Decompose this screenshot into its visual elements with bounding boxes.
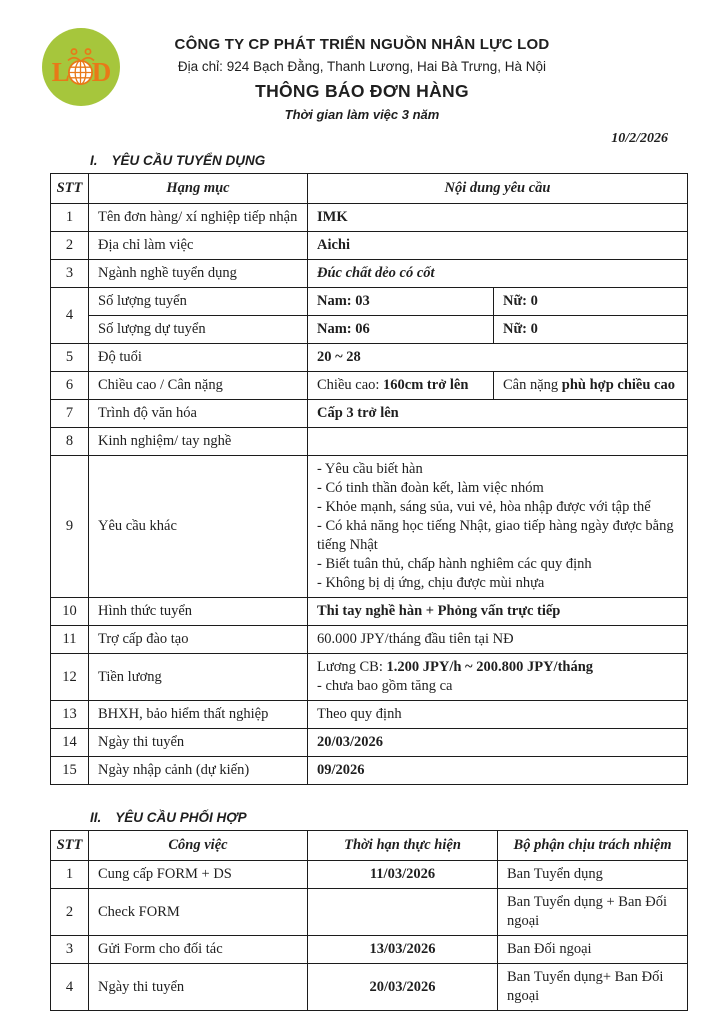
column-header: STT — [51, 831, 89, 861]
logo-letter-d: D — [91, 57, 111, 87]
table-cell: Đúc chất dẻo có cốt — [308, 260, 688, 288]
table-row — [51, 757, 688, 785]
table-row — [51, 598, 688, 626]
table-cell: Địa chỉ làm việc — [89, 232, 308, 260]
table-cell: Yêu cầu khác — [89, 456, 308, 598]
table-row — [51, 316, 688, 344]
table-cell: 4 — [51, 964, 89, 1011]
table-header-row — [51, 174, 688, 204]
table-cell: 10 — [51, 598, 89, 626]
column-header: Bộ phận chịu trách nhiệm — [498, 831, 688, 861]
table-cell: 6 — [51, 372, 89, 400]
column-header: Công việc — [89, 831, 308, 861]
table-cell: Tên đơn hàng/ xí nghiệp tiếp nhận — [89, 204, 308, 232]
table-cell: - Yêu cầu biết hàn - Có tinh thần đoàn kết, làm việc nhóm - Khỏe mạnh, sáng sủa, vui vẻ, hòa nhập được với tập thể - Có khả năng học tiếng Nhật, giao tiếp hàng ngày được bằng tiếng Nhật - Biết tuân thủ, chấp hành nghiêm các quy định - Không bị dị ứng, chịu được mùi nhựa — [308, 456, 688, 598]
table-cell: Chiều cao / Cân nặng — [89, 372, 308, 400]
table-cell — [308, 428, 688, 456]
table-cell: 09/2026 — [308, 757, 688, 785]
table-row — [51, 889, 688, 936]
table-cell: Kinh nghiệm/ tay nghề — [89, 428, 308, 456]
table-cell: Cân nặng phù hợp chiều cao — [494, 372, 688, 400]
table-cell: 14 — [51, 729, 89, 757]
table-row — [51, 372, 688, 400]
table-cell: Check FORM — [89, 889, 308, 936]
table-row — [51, 288, 688, 316]
table-cell: Nam: 06 — [308, 316, 494, 344]
table-cell: 1 — [51, 861, 89, 889]
table-cell: 5 — [51, 344, 89, 372]
table-cell: 2 — [51, 232, 89, 260]
table-cell: Gửi Form cho đối tác — [89, 936, 308, 964]
section2-title: YÊU CẦU PHỐI HỢP — [115, 810, 247, 825]
company-logo — [42, 28, 120, 106]
table-cell: 7 — [51, 400, 89, 428]
section1-heading — [90, 153, 724, 168]
logo-text — [52, 59, 111, 86]
table-cell: 11 — [51, 626, 89, 654]
table-row — [51, 936, 688, 964]
table-cell: Trình độ văn hóa — [89, 400, 308, 428]
table-cell: 12 — [51, 654, 89, 701]
table-cell: 1 — [51, 204, 89, 232]
table-cell: Ban Tuyển dụng + Ban Đối ngoại — [498, 889, 688, 936]
table-row — [51, 626, 688, 654]
section1-number: I. — [90, 153, 98, 168]
table-row — [51, 344, 688, 372]
table-cell: 3 — [51, 260, 89, 288]
table-cell: IMK — [308, 204, 688, 232]
column-header: Nội dung yêu cầu — [308, 174, 688, 204]
table-cell: Độ tuổi — [89, 344, 308, 372]
column-header: Thời hạn thực hiện — [308, 831, 498, 861]
globe-icon — [67, 59, 94, 86]
table-row — [51, 428, 688, 456]
table-cell: Tiền lương — [89, 654, 308, 701]
document-subtitle: Thời gian làm việc 3 năm — [284, 107, 440, 122]
table-cell: 20/03/2026 — [308, 729, 688, 757]
table-cell: 2 — [51, 889, 89, 936]
column-header: Hạng mục — [89, 174, 308, 204]
table-cell: Số lượng tuyển — [89, 288, 308, 316]
table-cell: Thi tay nghề hàn + Phỏng vấn trực tiếp — [308, 598, 688, 626]
table-cell: Cung cấp FORM + DS — [89, 861, 308, 889]
table-cell — [308, 889, 498, 936]
table-row — [51, 701, 688, 729]
table-cell: 13/03/2026 — [308, 936, 498, 964]
table-cell: Ban Đối ngoại — [498, 936, 688, 964]
table-cell: 4 — [51, 288, 89, 344]
logo-letter-l: L — [51, 57, 69, 87]
table-cell: BHXH, bảo hiểm thất nghiệp — [89, 701, 308, 729]
table-row — [51, 964, 688, 1011]
table-cell: 20 ~ 28 — [308, 344, 688, 372]
document-date: 10/2/2026 — [611, 131, 668, 146]
table-cell: Aichi — [308, 232, 688, 260]
table-row — [51, 204, 688, 232]
table-cell: 3 — [51, 936, 89, 964]
table-cell: Số lượng dự tuyển — [89, 316, 308, 344]
table-row — [51, 260, 688, 288]
section2-number: II. — [90, 810, 102, 825]
table-cell: 60.000 JPY/tháng đầu tiên tại NĐ — [308, 626, 688, 654]
requirements-table — [50, 173, 688, 785]
table-row — [51, 400, 688, 428]
table-cell: Hình thức tuyển — [89, 598, 308, 626]
table-cell: Trợ cấp đào tạo — [89, 626, 308, 654]
table-cell: 15 — [51, 757, 89, 785]
table-row — [51, 729, 688, 757]
table-cell: Chiều cao: 160cm trở lên — [308, 372, 494, 400]
table-row — [51, 456, 688, 598]
table-cell: 9 — [51, 456, 89, 598]
document-header — [0, 0, 724, 122]
table-cell: 11/03/2026 — [308, 861, 498, 889]
company-name: CÔNG TY CP PHÁT TRIỂN NGUỒN NHÂN LỰC LOD — [174, 36, 550, 53]
table-cell: Nữ: 0 — [494, 288, 688, 316]
table-cell: Ngày nhập cảnh (dự kiến) — [89, 757, 308, 785]
table-cell: 13 — [51, 701, 89, 729]
coordination-table — [50, 830, 688, 1011]
table-row — [51, 654, 688, 701]
table-row — [51, 861, 688, 889]
document-title: THÔNG BÁO ĐƠN HÀNG — [255, 81, 469, 101]
company-address: Địa chỉ: 924 Bạch Đằng, Thanh Lương, Hai Bà Trưng, Hà Nội — [177, 59, 547, 74]
table-header-row — [51, 831, 688, 861]
column-header: STT — [51, 174, 89, 204]
table-cell: 8 — [51, 428, 89, 456]
section2-heading — [90, 810, 724, 825]
table-cell: Cấp 3 trở lên — [308, 400, 688, 428]
table-cell: 20/03/2026 — [308, 964, 498, 1011]
table-cell: Theo quy định — [308, 701, 688, 729]
table-cell: Ban Tuyển dụng — [498, 861, 688, 889]
table-cell: Ngày thi tuyển — [89, 964, 308, 1011]
section1-title: YÊU CẦU TUYỂN DỤNG — [111, 153, 266, 168]
table-cell: Nam: 03 — [308, 288, 494, 316]
table-cell: Ban Tuyển dụng+ Ban Đối ngoại — [498, 964, 688, 1011]
table-cell: Ngày thi tuyển — [89, 729, 308, 757]
table-cell: Ngành nghề tuyển dụng — [89, 260, 308, 288]
table-cell: Nữ: 0 — [494, 316, 688, 344]
table-cell: Lương CB: 1.200 JPY/h ~ 200.800 JPY/tháng - chưa bao gồm tăng ca — [308, 654, 688, 701]
table-row — [51, 232, 688, 260]
